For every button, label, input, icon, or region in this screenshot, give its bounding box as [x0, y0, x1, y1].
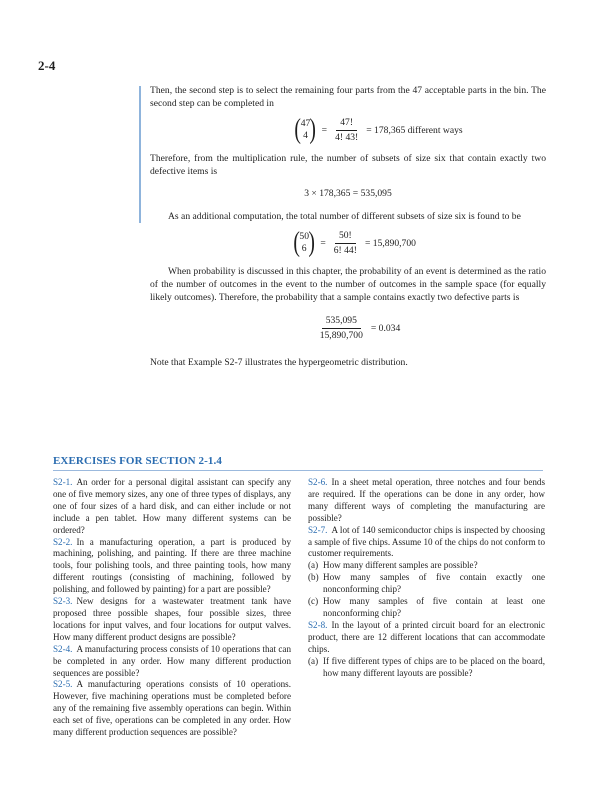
exercise-text: A lot of 140 semiconductor chips is inspected by choosing a sample of five chips. Assume 10 of the chips do not conform to customer requirements. [308, 524, 545, 559]
part-label: (a) [308, 560, 319, 571]
equation-result: = 178,365 different ways [366, 124, 463, 136]
exercise-part [308, 572, 545, 596]
part-text: If five different types of chips are to be placed on the board, how many different layouts are possible? [323, 655, 545, 678]
part-text: How many samples of five contain exactly one nonconforming chip? [323, 572, 545, 595]
exercise-s2-7 [308, 525, 545, 561]
exercise-number: S2-8. [308, 619, 328, 630]
binom-top: 47 [300, 118, 311, 129]
example-paragraph-3: As an additional computation, the total number of different subsets of size six is found to be [168, 211, 521, 222]
equation-result: = 15,890,700 [364, 237, 416, 249]
exercise-s2-5 [53, 679, 291, 739]
example-paragraph-1: Then, the second step is to select the remaining four parts from the 47 acceptable parts in the bin. The second step can be completed in [150, 85, 546, 109]
example-paragraph-2: Therefore, from the multiplication rule, the number of subsets of size six that contain exactly two defective items is [150, 153, 546, 177]
fraction [316, 315, 367, 342]
fraction-numerator: 47! [336, 117, 357, 131]
fraction-denominator: 4! 43! [335, 131, 359, 143]
exercise-text: An order for a personal digital assistant can specify any one of five memory sizes, any one of three types of displays, any one of four sizes of a hard disk, and can either include or not include a pen tablet. How many different systems can be ordered? [53, 477, 291, 535]
exercise-text: A manufacturing operations consists of 10 operations. However, five machining operations must be completed before any of the remaining five assembly operations can begin. Within each set of five, operations can be completed in any order. How many different production sequences are possible? [53, 679, 291, 738]
exercise-number: S2-2. [53, 536, 73, 547]
fraction-denominator: 15,890,700 [319, 330, 363, 341]
section-title: EXERCISES FOR SECTION 2-1.4 [53, 455, 222, 467]
exercise-text: In a sheet metal operation, three notches and four bends are required. If the operations can be done in any order, how many different ways of completing the manufacturing are possible? [308, 477, 545, 523]
exercise-part [308, 596, 545, 620]
exercise-s2-4 [53, 644, 291, 680]
part-label: (a) [308, 655, 319, 666]
part-text: How many different samples are possible? [323, 560, 478, 571]
exercise-text: In a manufacturing operation, a part is produced by machining, polishing, and painting. If there are three machine tools, four polishing tools, and three painting tools, how many different routings (consisting of machining, followed by polishing, and followed by painting) for a part are possible? [53, 536, 291, 595]
page-number: 2-4 [38, 58, 56, 73]
exercise-s2-8 [308, 620, 545, 656]
fraction [330, 230, 361, 257]
example-paragraph-4: When probability is discussed in this chapter, the probability of an event is determined as the ratio of the number of outcomes in the event to the number of outcomes in the sample space (for equally likely outcomes). Therefore, the probability that a sample contains exactly two defective parts is [150, 266, 546, 303]
exercise-part [308, 560, 545, 572]
equation-result: = 0.034 [370, 323, 401, 334]
example-continuation [150, 84, 546, 369]
part-label: (c) [308, 596, 319, 607]
equation-2: 3 × 178,365 = 535,095 [304, 188, 392, 199]
equation-3: ( 50 6 ) = $\frac{50!}{6! 44!}$ = 15,890,700 [293, 227, 416, 258]
exercise-s2-6 [308, 477, 545, 525]
exercise-column-right [308, 477, 545, 679]
exercise-number: S2-5. [53, 679, 73, 690]
example-margin-rule [139, 86, 141, 223]
exercise-text: In the layout of a printed circuit board for an electronic product, there are 12 different locations that can accommodate chips. [308, 619, 545, 654]
equation-4 [150, 314, 546, 342]
equation-1: ( 47 4 ) = $\frac{47!}{4! 43!}$ = 178,365 different ways [294, 114, 463, 145]
example-paragraph-5: Note that Example S2-7 illustrates the hypergeometric distribution. [150, 357, 408, 368]
binom-bottom: 4 [303, 130, 308, 141]
exercise-s2-2 [53, 537, 291, 597]
exercise-number: S2-1. [53, 477, 73, 487]
exercise-text: New designs for a wastewater treatment tank have proposed three possible shapes, four possible sizes, three locations for input valves, and four locations for output valves. How many different product designs are possible? [53, 596, 291, 642]
part-label: (b) [308, 572, 319, 583]
fraction-numerator: 50! [335, 230, 356, 244]
part-text: How many samples of five contain at least one nonconforming chip? [323, 596, 545, 618]
exercise-s2-3 [53, 596, 291, 644]
exercise-part [308, 656, 545, 680]
exercise-number: S2-6. [308, 477, 328, 487]
section-rule [53, 470, 543, 471]
binom-top: 50 [299, 231, 309, 242]
fraction-numerator: 535,095 [322, 315, 361, 329]
exercise-text: A manufacturing process consists of 10 operations that can be completed in any order. How many different production sequences are possible? [53, 643, 291, 678]
exercise-number: S2-7. [308, 524, 328, 535]
exercise-number: S2-3. [53, 596, 73, 607]
exercise-s2-1 [53, 477, 291, 537]
exercise-column-left [53, 477, 291, 739]
fraction [331, 117, 362, 144]
binom-bottom: 6 [301, 243, 307, 254]
binomial-47-4: ( 47 4 ) [294, 114, 317, 145]
binomial-50-6: ( 50 6 ) [293, 227, 315, 258]
fraction-denominator: 6! 44! [333, 244, 357, 256]
exercise-number: S2-4. [53, 643, 73, 654]
